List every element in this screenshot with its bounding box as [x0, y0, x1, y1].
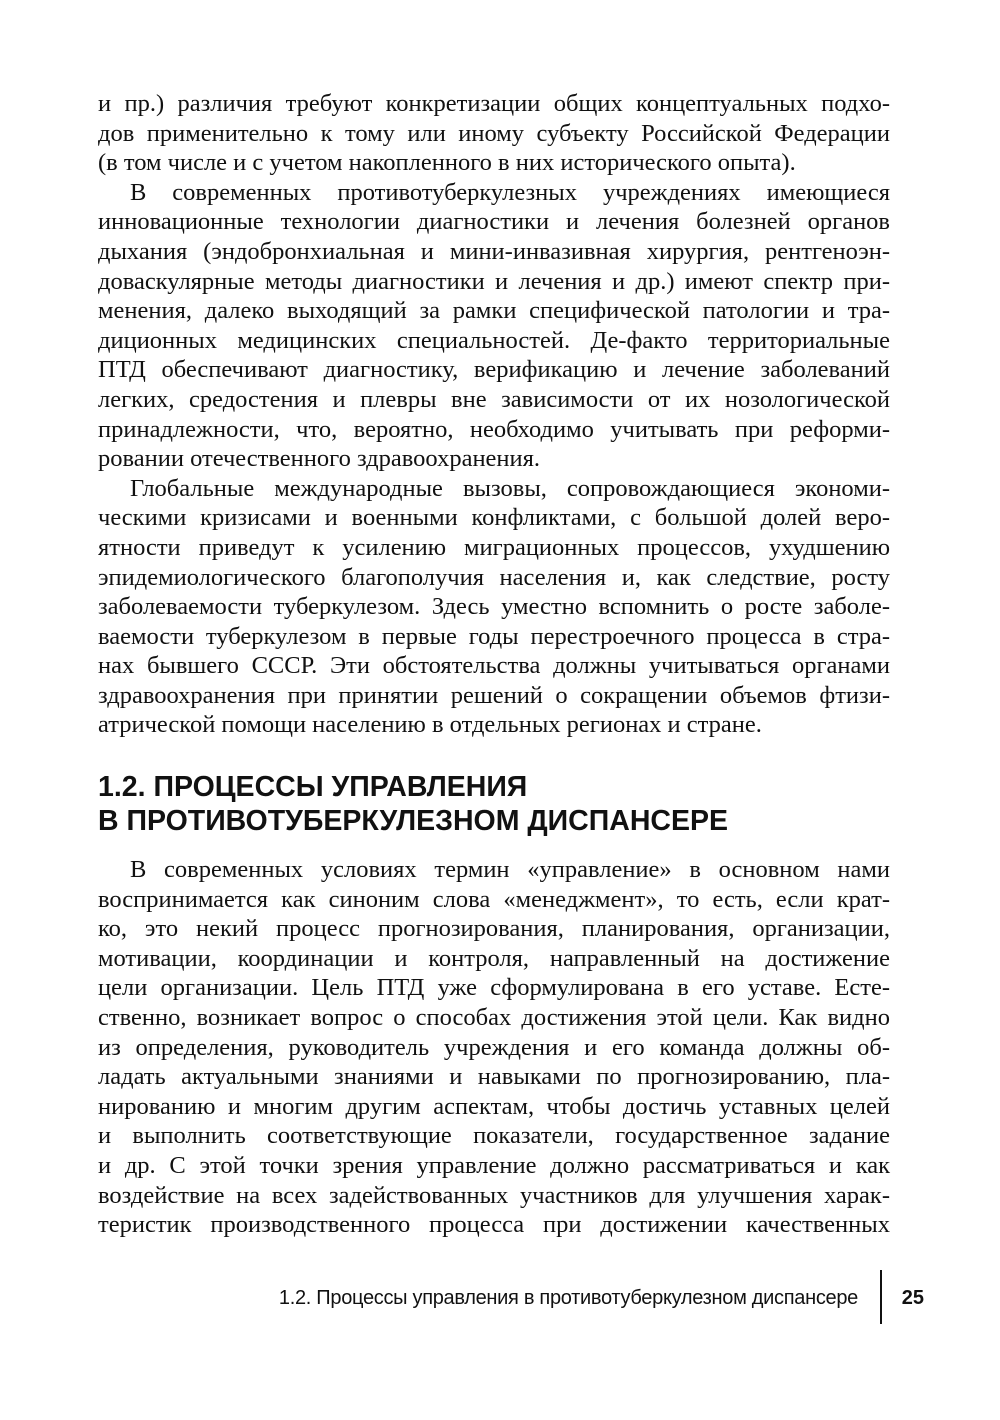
running-footer-title: 1.2. Процессы управления в противотуберкулезном диспансере	[278, 1287, 858, 1309]
text-line: воздействие на всех задействованных участников для улучшения харак-	[98, 1181, 890, 1209]
text-line: (в том числе и с учетом накопленного в них исторического опыта).	[98, 149, 796, 177]
text-line: и пр.) различия требуют конкретизации общих концептуальных подхо-	[98, 90, 890, 117]
text-line: ко, это некий процесс прогнозирования, планирования, организации,	[98, 915, 890, 943]
text-line: дыхания (эндобронхиальная и мини-инвазивная хирургия, рентгеноэн-	[98, 237, 890, 265]
section-heading-line-2: В ПРОТИВОТУБЕРКУЛЕЗНОМ ДИСПАНСЕРЕ	[98, 805, 729, 837]
text-line: заболеваемости туберкулезом. Здесь уместно вспомнить о росте заболе-	[98, 593, 890, 621]
text-line: диционных медицинских специальностей. Де-факто территориальные	[98, 326, 890, 354]
text-line: Глобальные международные вызовы, сопровождающиеся экономи-	[130, 474, 890, 502]
section-heading	[98, 770, 890, 838]
text-line: доваскулярные методы диагностики и лечения и др.) имеют спектр при-	[98, 267, 890, 295]
text-line: дов применительно к тому или иному субъекту Российской Федерации	[98, 119, 890, 147]
text-line: атрической помощи населению в отдельных регионах и стране.	[98, 711, 762, 739]
text-line: ятности приведут к усилению миграционных процессов, ухудшению	[98, 533, 890, 561]
text-line: менения, далеко выходящий за рамки специфической патологии и тра-	[98, 297, 890, 325]
footer-divider	[880, 1270, 882, 1324]
text-line: легких, средостения и плевры вне зависимости от их нозологической	[98, 385, 890, 413]
text-line: ладать актуальными знаниями и навыками по прогнозированию, пла-	[98, 1063, 890, 1091]
text-line: теристик производственного процесса при достижении качественных	[98, 1211, 890, 1239]
text-line: ровании отечественного здравоохранения.	[98, 445, 541, 473]
text-line: В современных условиях термин «управление» в основном нами	[130, 856, 890, 883]
text-line: эпидемиологического благополучия населения и, как следствие, росту	[98, 563, 890, 591]
running-footer	[200, 1280, 928, 1316]
text-line: ческими кризисами и военными конфликтами, с большой долей веро-	[98, 504, 890, 532]
text-line: из определения, руководитель учреждения и его команда должны об-	[98, 1033, 890, 1061]
text-line: ПТД обеспечивают диагностику, верификацию и лечение заболеваний	[98, 356, 890, 384]
text-line: ственно, возникает вопрос о способах достижения этой цели. Как видно	[98, 1003, 890, 1031]
text-line: цели организации. Цель ПТД уже сформулирована в его уставе. Есте-	[98, 974, 890, 1002]
text-line: нах бывшего СССР. Эти обстоятельства должны учитываться органами	[98, 652, 890, 680]
text-line: здравоохранения при принятии решений о сокращении объемов фтизи-	[98, 681, 890, 709]
text-line: мотивации, координации и контроля, направленный на достижение	[98, 944, 890, 972]
body-text-before-heading	[98, 89, 890, 740]
body-text-after-heading	[98, 855, 890, 1240]
page-number: 25	[901, 1287, 924, 1309]
text-line: воспринимается как синоним слова «менеджмент», то есть, если крат-	[98, 885, 890, 913]
text-line: принадлежности, что, вероятно, необходимо учитывать при реформи-	[98, 415, 890, 443]
text-line: В современных противотуберкулезных учреждениях имеющиеся	[130, 178, 890, 206]
section-heading-line-1: 1.2. ПРОЦЕССЫ УПРАВЛЕНИЯ	[98, 771, 528, 803]
text-line: нированию и многим другим аспектам, чтобы достичь уставных целей	[98, 1092, 890, 1120]
text-line: инновационные технологии диагностики и лечения болезней органов	[98, 208, 890, 236]
text-line: и выполнить соответствующие показатели, государственное задание	[98, 1122, 890, 1150]
text-line: и др. С этой точки зрения управление должно рассматриваться и как	[98, 1151, 890, 1179]
text-line: ваемости туберкулезом в первые годы перестроечного процесса в стра-	[98, 622, 890, 650]
